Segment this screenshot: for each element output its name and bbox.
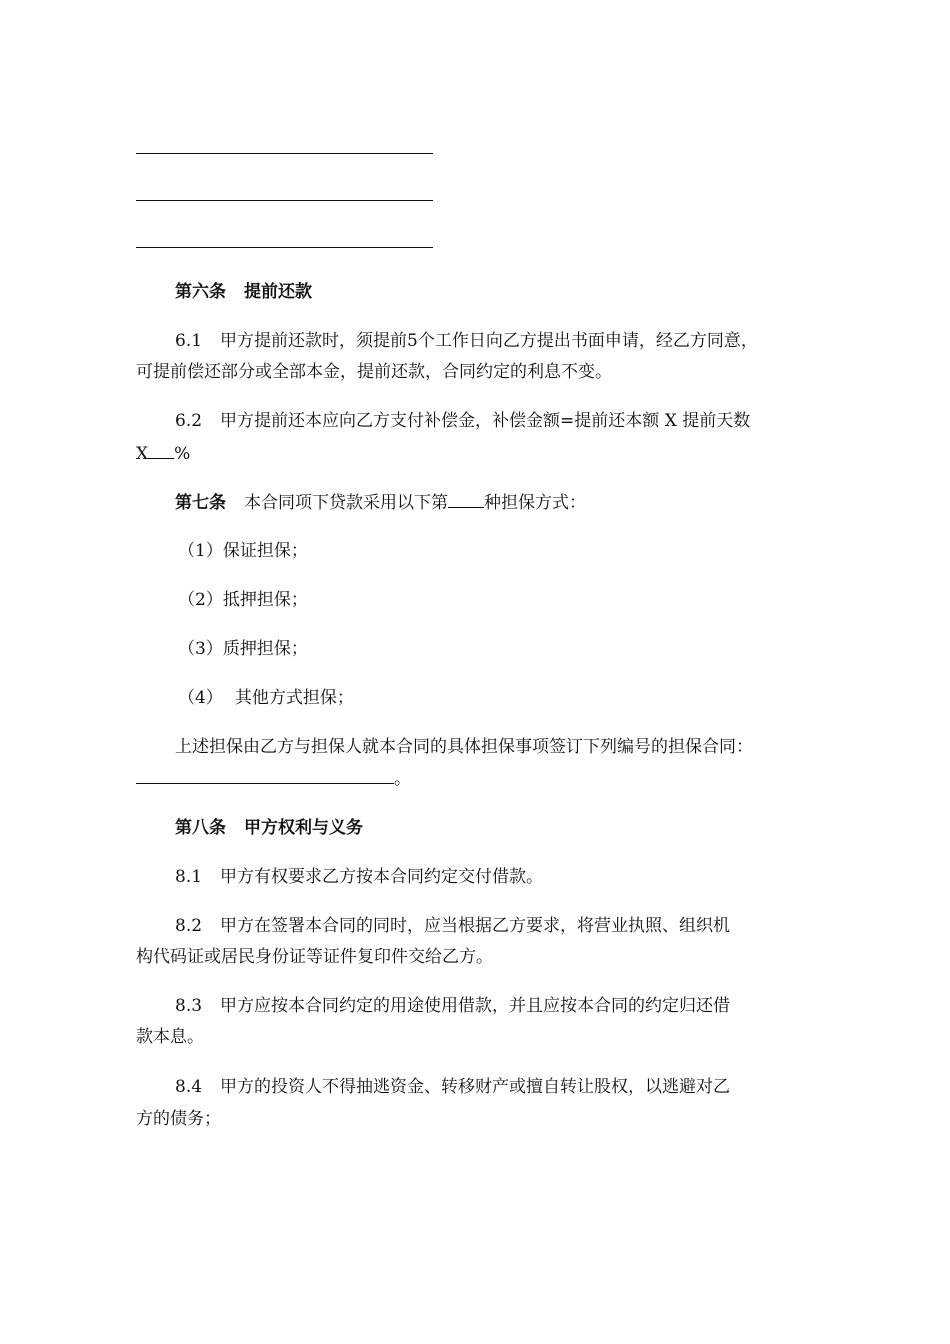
- guarantee-statement: [175, 736, 855, 758]
- option-2-number: （2）: [178, 590, 223, 610]
- article-8-heading: [175, 817, 855, 839]
- clause-6-2-prefix: X: [136, 444, 149, 464]
- clause-6-1-line-2: [136, 361, 816, 383]
- clause-8-4-text-2: 方的债务；: [136, 1109, 221, 1129]
- clause-8-4-text-1: 甲方的投资人不得抽逃资金、转移财产或擅自转让股权，以逃避对乙: [220, 1077, 731, 1097]
- clause-6-2-suffix: %: [174, 444, 191, 464]
- clause-8-1-text-1: 甲方有权要求乙方按本合同约定交付借款。: [220, 867, 544, 887]
- clause-8-2-number: 8.2: [175, 916, 203, 936]
- article-6-heading: [175, 281, 855, 303]
- clause-6-2-number: 6.2: [175, 411, 203, 431]
- article-7-text-before: 本合同项下贷款采用以下第: [244, 493, 448, 513]
- clause-8-4-line-2: [136, 1108, 816, 1130]
- guarantee-type-blank: [448, 491, 484, 508]
- article-6-title: 提前还款: [244, 282, 312, 302]
- guarantee-option-2: [178, 589, 858, 611]
- clause-8-3-line-2: [136, 1026, 816, 1048]
- clause-8-2-text-1: 甲方在签署本合同的同时，应当根据乙方要求，将营业执照、组织机: [220, 916, 731, 936]
- clause-8-3-line-1: [175, 995, 855, 1017]
- blank-fill-line-2: [136, 200, 433, 201]
- article-7-heading: [175, 491, 855, 514]
- guarantee-contract-number-line: [136, 767, 816, 790]
- clause-6-1-text-2: 可提前偿还部分或全部本金，提前还款，合同约定的利息不变。: [136, 362, 612, 382]
- article-8-number: 第八条: [175, 818, 226, 838]
- option-1-number: （1）: [178, 541, 223, 561]
- guarantee-statement-end: 。: [394, 769, 411, 789]
- clause-6-1-line-1: [175, 330, 855, 352]
- clause-8-2-line-1: [175, 915, 855, 937]
- blank-fill-line-1: [136, 153, 433, 154]
- clause-8-2-line-2: [136, 946, 816, 968]
- clause-6-2-text-1: 甲方提前还本应向乙方支付补偿金，补偿金额=提前还本额 X 提前天数: [220, 411, 751, 431]
- option-3-number: （3）: [178, 639, 223, 659]
- option-3-label: 质押担保；: [222, 639, 308, 659]
- option-4-number: （4）: [178, 688, 223, 708]
- clause-8-1-line-1: [175, 866, 855, 888]
- clause-8-4-number: 8.4: [175, 1077, 203, 1097]
- clause-6-2-line-2: [136, 442, 816, 465]
- rate-blank: [148, 442, 174, 459]
- clause-8-2-text-2: 构代码证或居民身份证等证件复印件交给乙方。: [136, 947, 493, 967]
- guarantee-option-1: [178, 540, 858, 562]
- clause-8-1-number: 8.1: [175, 867, 203, 887]
- clause-8-3-number: 8.3: [175, 996, 203, 1016]
- clause-8-3-text-2: 款本息。: [136, 1027, 204, 1047]
- option-2-label: 抵押担保；: [222, 590, 308, 610]
- clause-8-4-line-1: [175, 1076, 855, 1098]
- guarantee-contract-number-blank: [136, 767, 394, 784]
- guarantee-statement-text: 上述担保由乙方与担保人就本合同的具体担保事项签订下列编号的担保合同：: [175, 737, 753, 757]
- clause-6-1-number: 6.1: [175, 331, 203, 351]
- article-7-text-after: 种担保方式：: [484, 493, 586, 513]
- option-1-label: 保证担保；: [222, 541, 308, 561]
- article-8-title: 甲方权利与义务: [244, 818, 363, 838]
- blank-fill-line-3: [136, 247, 433, 248]
- guarantee-option-4: [178, 687, 858, 709]
- option-4-label: 其他方式担保；: [234, 688, 354, 708]
- guarantee-option-3: [178, 638, 858, 660]
- clause-6-2-line-1: [175, 410, 855, 432]
- article-7-number: 第七条: [175, 493, 226, 513]
- clause-8-3-text-1: 甲方应按本合同约定的用途使用借款，并且应按本合同的约定归还借: [220, 996, 731, 1016]
- clause-6-1-text-1: 甲方提前还款时，须提前5个工作日向乙方提出书面申请，经乙方同意，: [220, 331, 758, 351]
- article-6-number: 第六条: [175, 282, 226, 302]
